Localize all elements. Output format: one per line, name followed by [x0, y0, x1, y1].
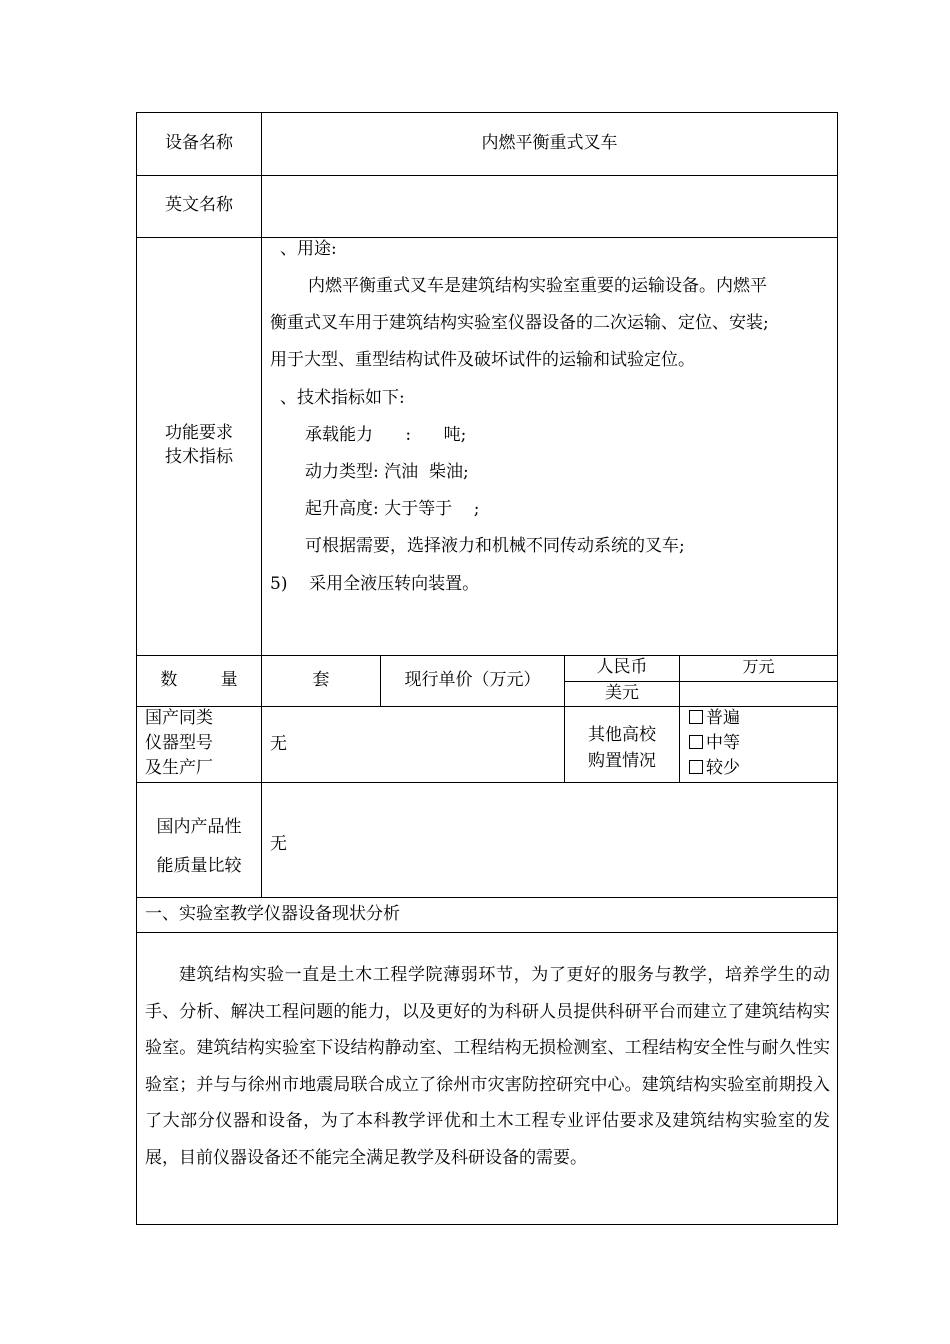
option-label: 较少: [706, 758, 740, 778]
table-border: [136, 175, 838, 176]
table-border: [136, 237, 838, 238]
function-label-line: 技术指标: [165, 447, 233, 467]
quantity-unit: 套: [312, 670, 330, 690]
table-border: [136, 932, 838, 933]
section-body: [145, 957, 830, 1176]
option-label: 普遍: [706, 708, 740, 728]
table-border: [136, 1224, 838, 1225]
compare-label-line: 国内产品性: [156, 817, 242, 837]
table-border: [136, 782, 838, 783]
other-label-line: 购置情况: [588, 751, 656, 771]
function-line: 承载能力 : 吨;: [305, 425, 467, 445]
function-label-line: 功能要求: [165, 423, 233, 443]
option-list: [689, 706, 740, 781]
domestic-label-line: 国产同类: [145, 708, 213, 728]
domestic-label-line: 及生产厂: [145, 758, 213, 778]
checkbox-icon[interactable]: [689, 735, 703, 749]
function-label: [137, 421, 261, 469]
function-line: 、用途:: [280, 239, 337, 259]
table-border: [136, 112, 838, 113]
function-line: 起升高度: 大于等于 ;: [305, 499, 480, 519]
option-common[interactable]: [689, 706, 740, 731]
domestic-label-line: 仪器型号: [145, 733, 213, 753]
domestic-label: [137, 706, 269, 781]
function-line: 衡重式叉车用于建筑结构实验室仪器设备的二次运输、定位、安装;: [270, 313, 769, 333]
function-line: 用于大型、重型结构试件及破坏试件的运输和试验定位。: [270, 350, 695, 370]
function-line: 、技术指标如下:: [280, 388, 405, 408]
english-name-label: 英文名称: [165, 195, 233, 215]
quantity-label: 数 量: [160, 670, 238, 690]
checkbox-icon[interactable]: [689, 760, 703, 774]
price-label: 现行单价（万元）: [404, 670, 541, 690]
table-border: [837, 112, 838, 1224]
option-few[interactable]: [689, 756, 740, 781]
other-label: [565, 722, 679, 774]
function-line: 内燃平衡重式叉车是建筑结构实验室重要的运输设备。内燃平: [308, 276, 767, 296]
option-medium[interactable]: [689, 731, 740, 756]
device-name-value: 内燃平衡重式叉车: [481, 133, 618, 153]
compare-label: [137, 808, 261, 886]
function-line: 可根据需要，选择液力和机械不同传动系统的叉车;: [305, 536, 685, 556]
function-line: 动力类型: 汽油 柴油;: [305, 462, 469, 482]
usd-label: 美元: [605, 683, 639, 703]
function-line: 5) 采用全液压转向装置。: [270, 574, 480, 594]
compare-value: 无: [270, 834, 287, 854]
option-label: 中等: [706, 733, 740, 753]
rmb-value: 万元: [742, 657, 775, 676]
section-body-text: 建筑结构实验一直是土木工程学院薄弱环节，为了更好的服务与教学，培养学生的动手、分析、解决工程问题的能力，以及更好的为科研人员提供科研平台而建立了建筑结构实验室。建筑结构实验室下设结构静动室、工程结构无损检测室、工程结构安全性与耐久性实验室；并与与徐州市地震局联合成立了徐州市灾害防控研究中心。建筑结构实验室前期投入了大部分仪器和设备，为了本科教学评优和土木工程专业评估要求及建筑结构实验室的发展，目前仪器设备还不能完全满足教学及科研设备的需要。: [145, 965, 830, 1168]
compare-label-line: 能质量比较: [156, 856, 242, 876]
domestic-value: 无: [270, 734, 287, 754]
table-border: [136, 897, 838, 898]
checkbox-icon[interactable]: [689, 710, 703, 724]
section-heading: 一、实验室教学仪器设备现状分析: [145, 904, 400, 924]
rmb-label: 人民币: [596, 657, 648, 677]
other-label-line: 其他高校: [588, 725, 656, 745]
device-name-label: 设备名称: [165, 133, 233, 153]
